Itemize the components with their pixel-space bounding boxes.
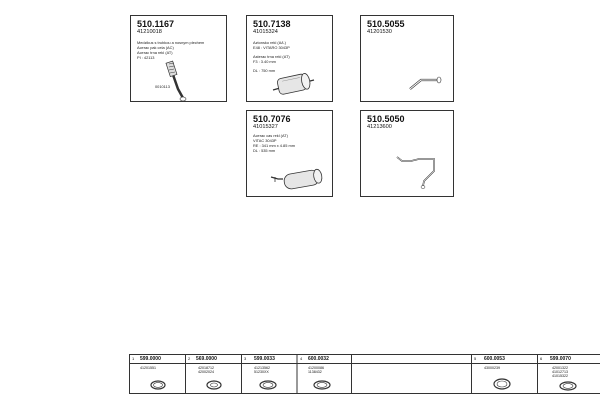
accessory-subcode: 41201551 [140, 366, 156, 370]
part-note: DL : 750 mm [253, 68, 276, 73]
part-code: 510.5050 [367, 114, 405, 124]
accessory-code: 599.0000 [140, 355, 161, 362]
part-note: Acerac trna rekl (AT) [137, 50, 173, 55]
part-subcode: 41015324 [253, 29, 278, 35]
part-code: 510.7076 [253, 114, 291, 124]
part-note: Aztonsko rekl (A/L) [253, 40, 286, 45]
accessory-cell[interactable] [472, 355, 538, 393]
accessory-subcode: 1138432 [308, 370, 322, 374]
accessories-strip [129, 354, 600, 394]
part-subcode: 41213600 [367, 124, 392, 130]
accessory-index: 1 [132, 356, 135, 361]
accessory-subcode: 51230XX [254, 370, 269, 374]
part-card-510-5055[interactable] [360, 15, 454, 102]
part-label: 0010113 [155, 84, 170, 89]
gasket-icon [186, 355, 242, 393]
part-note: Asterac trna rekl (AT) [253, 54, 290, 59]
part-note: DL : 535 mm [253, 148, 276, 153]
accessory-subcode: 41012713 [552, 370, 568, 374]
accessory-code: 569.0000 [196, 355, 217, 362]
part-note: RE : 341 mm x 4.85 mm [253, 143, 295, 148]
accessory-index: 2 [188, 356, 191, 361]
accessory-cell[interactable] [242, 355, 352, 393]
accessory-code: 600.0032 [308, 355, 329, 362]
part-note: F3 : 3.40 mm [253, 59, 276, 64]
part-code: 510.1167 [137, 19, 175, 29]
accessory-index: 4 [300, 356, 303, 361]
accessory-index: 3 [244, 356, 247, 361]
part-code: 510.7138 [253, 19, 291, 29]
part-note: Acerac cas rekl (AT) [253, 133, 288, 138]
accessory-code: 600.0053 [484, 355, 505, 362]
part-note: Acerac pak cela (AC) [137, 45, 174, 50]
accessory-code: 599.0033 [254, 355, 275, 362]
part-card-510-7138[interactable] [246, 15, 333, 102]
clamp-icon [130, 355, 186, 393]
accessory-index: 6 [540, 356, 543, 361]
part-card-510-5050[interactable] [360, 110, 454, 197]
accessory-cell[interactable] [352, 355, 472, 393]
part-note: E48 : VITARO 3043P [253, 45, 290, 50]
part-code: 510.5055 [367, 19, 405, 29]
accessory-cell[interactable] [538, 355, 600, 393]
part-subcode: 41015327 [253, 124, 278, 130]
accessory-subcode: 41213562 [254, 366, 270, 370]
part-note: PI : 42113 [137, 55, 155, 60]
accessory-cell[interactable] [186, 355, 242, 393]
part-note: Medzikus s trubkou a nosnym plechem [137, 40, 205, 45]
accessory-cell[interactable] [130, 355, 186, 393]
part-subcode: 41201530 [367, 29, 392, 35]
clamp-pair-icon [242, 355, 352, 393]
accessory-code: 599.0070 [550, 355, 571, 362]
accessory-subcode: 41200086 [308, 366, 324, 370]
part-card-510-1167[interactable] [130, 15, 227, 102]
hanger-rubber-icon [538, 355, 600, 393]
accessory-header [352, 355, 471, 364]
accessory-subcode: 42002024 [198, 370, 214, 374]
accessory-index: 5 [474, 356, 477, 361]
part-subcode: 41210018 [137, 29, 162, 35]
accessory-subcode: 42018712 [198, 366, 214, 370]
accessory-subcode: 42001322 [552, 366, 568, 370]
part-note: VITAC 3043P [253, 138, 277, 143]
accessory-subcode: 43000239 [484, 366, 500, 370]
accessory-subcode: 41015322 [552, 374, 568, 378]
part-card-510-7076[interactable] [246, 110, 333, 197]
clamp-icon [472, 355, 538, 393]
